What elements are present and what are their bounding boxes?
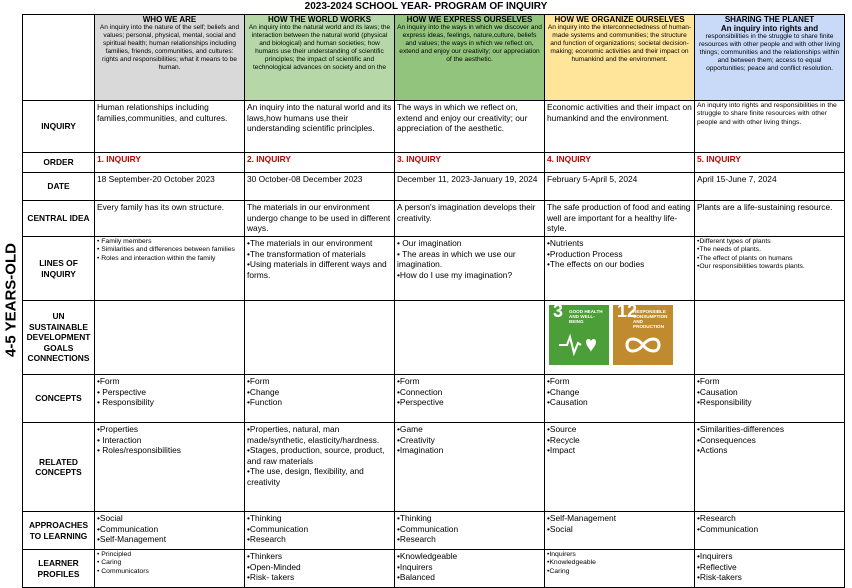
- concepts-cell: [95, 375, 245, 423]
- date-row: [23, 173, 845, 201]
- order-cell: 4. INQUIRY: [545, 153, 695, 173]
- list-item: •Knowledgeable: [547, 559, 596, 567]
- list-item: •Using materials in different ways and forms.: [247, 259, 387, 280]
- list-item: •Similarities-differences: [697, 424, 785, 434]
- list-item: •Properties: [97, 424, 139, 434]
- list-item: •Change: [547, 386, 580, 397]
- inquiry-cell: Human relationships including families,communities, and cultures.: [95, 101, 245, 153]
- theme-description: An inquiry into the nature of the self; beliefs and values; personal, physical, mental, social and spiritual health; human relationships including families, friends, communities, and cultures: rights and responsibilities; what it means to be human.: [99, 24, 240, 72]
- row-label: ORDER: [23, 153, 95, 173]
- profiles-cell: [545, 550, 695, 588]
- order-cell: 5. INQUIRY: [695, 153, 845, 173]
- list-item: •Thinkers: [247, 551, 283, 561]
- central-idea-row: [23, 201, 845, 237]
- row-label: LINES OF INQUIRY: [23, 237, 95, 301]
- order-cell: 2. INQUIRY: [245, 153, 395, 173]
- list-item: •Thinking: [397, 513, 432, 523]
- list-item: •Impact: [547, 445, 576, 455]
- list-item: •Form: [397, 376, 420, 386]
- list-item: •Inquirers: [547, 551, 576, 558]
- order-cell: 1. INQUIRY: [95, 153, 245, 173]
- profiles-cell: [395, 550, 545, 588]
- central-idea-cell: Plants are a life-sustaining resource.: [695, 201, 845, 237]
- list-item: • Caring: [97, 559, 122, 567]
- list-item: • Responsibility: [97, 397, 154, 407]
- list-item: •Actions: [697, 445, 728, 455]
- inquiry-cell: An inquiry into the natural world and its laws,how humans use their understanding scientific principles.: [245, 101, 395, 153]
- theme-header: SHARING THE PLANET An inquiry into rights and responsibilities in the struggle to share finite resources with other people and with other living things; communities and the relationships within and between them; access to equal opportunities; peace and conflict resolution.: [695, 15, 845, 101]
- list-item: •Social: [97, 513, 123, 523]
- row-label: CONCEPTS: [23, 375, 95, 423]
- list-item: •The effects on our bodies: [547, 259, 645, 269]
- atl-cell: [95, 512, 245, 550]
- list-item: •Risk-takers: [697, 572, 742, 582]
- concepts-cell: [695, 375, 845, 423]
- lines-cell: [545, 237, 695, 301]
- related-cell: [395, 423, 545, 512]
- list-item: •Function: [247, 397, 283, 407]
- corner-cell: [23, 15, 95, 101]
- row-label: INQUIRY: [23, 101, 95, 153]
- row-label: LEARNER PROFILES: [23, 550, 95, 588]
- list-item: •Responsibility: [697, 397, 752, 407]
- sdg-cell: [395, 301, 545, 375]
- list-item: •Production Process: [547, 248, 623, 259]
- order-cell: 3. INQUIRY: [395, 153, 545, 173]
- row-label: APPROACHES TO LEARNING: [23, 512, 95, 550]
- atl-cell: [545, 512, 695, 550]
- central-idea-cell: The safe production of food and eating well are important for a healthy life-style.: [545, 201, 695, 237]
- list-item: •Reflective: [697, 561, 737, 572]
- list-item: •Self-Management: [97, 534, 167, 544]
- theme-header: HOW WE ORGANIZE OURSELVES An inquiry into the interconnectedness of human-made systems and communities; the structure and function of organizations; societal decision-making; economic activities and their impact on humankind and the environment.: [545, 15, 695, 101]
- central-idea-cell: Every family has its own structure.: [95, 201, 245, 237]
- sdg-3-tile: 3 GOOD HEALTH AND WELL-BEING: [549, 305, 609, 365]
- related-cell: [245, 423, 395, 512]
- sdg-cell: [245, 301, 395, 375]
- list-item: • Our imagination: [397, 238, 462, 248]
- lines-cell: [95, 237, 245, 301]
- central-idea-cell: The materials in our environment undergo change to be used in different ways.: [245, 201, 395, 237]
- inquiry-cell: Economic activities and their impact on humankind and the environment.: [545, 101, 695, 153]
- list-item: •Balanced: [397, 572, 435, 582]
- list-item: •Form: [697, 376, 720, 386]
- concepts-cell: [245, 375, 395, 423]
- related-cell: [695, 423, 845, 512]
- list-item: •Recycle: [547, 434, 580, 445]
- list-item: •Imagination: [397, 445, 444, 455]
- theme-description: An inquiry into the interconnectedness of human-made systems and communities; the structure and function of organizations; societal decision-making; economic activities and their impact on humankind and the environment.: [547, 24, 692, 64]
- list-item: •Knowledgeable: [397, 551, 458, 561]
- lines-cell: [245, 237, 395, 301]
- approaches-row: [23, 512, 845, 550]
- list-item: • Roles and interaction within the family: [97, 254, 216, 262]
- sdg-cell: [545, 301, 695, 375]
- list-item: •Communication: [97, 523, 159, 534]
- list-item: •Consequences: [697, 434, 756, 445]
- related-cell: [545, 423, 695, 512]
- infinity-loop-icon: [623, 333, 663, 357]
- list-item: •Thinking: [247, 513, 282, 523]
- list-item: •Connection: [397, 386, 443, 397]
- list-item: •Source: [547, 424, 577, 434]
- list-item: •The use, design, flexibility, and creativity: [247, 466, 364, 487]
- list-item: • Perspective: [97, 386, 147, 397]
- list-item: • The areas in which we use our imagination.: [397, 248, 516, 269]
- list-item: •Creativity: [397, 434, 435, 445]
- list-item: •Communication: [397, 523, 459, 534]
- theme-header: HOW THE WORLD WORKS An inquiry into the natural world and its laws; the interaction between the natural world (physical and biological) and human societies; how humans use their understanding of scientific principles; the impact of scientific and technological advances on society and on the: [245, 15, 395, 101]
- list-item: •Form: [97, 376, 120, 386]
- list-item: •Research: [247, 534, 286, 544]
- heartbeat-icon: [559, 333, 599, 357]
- list-item: •Different types of plants: [697, 238, 771, 245]
- inquiry-row: [23, 101, 845, 153]
- list-item: •Communication: [247, 523, 309, 534]
- sdg-cell: [95, 301, 245, 375]
- central-idea-cell: A person's imagination develops their creativity.: [395, 201, 545, 237]
- list-item: •Causation: [547, 397, 588, 407]
- list-item: •Change: [247, 386, 280, 397]
- sdg-cell: [695, 301, 845, 375]
- list-item: • Interaction: [97, 434, 142, 445]
- atl-cell: [695, 512, 845, 550]
- inquiry-cell: The ways in which we reflect on, extend and enjoy our creativity; our appreciation of the aesthetic.: [395, 101, 545, 153]
- list-item: • Principled: [97, 551, 132, 558]
- list-item: •Social: [547, 523, 573, 534]
- list-item: •Game: [397, 424, 423, 434]
- lines-cell: [395, 237, 545, 301]
- date-cell: December 11, 2023-January 19, 2024: [395, 173, 545, 201]
- list-item: •Caring: [547, 567, 570, 575]
- list-item: •Open-Minded: [247, 561, 301, 572]
- learner-profiles-row: [23, 550, 845, 588]
- related-concepts-row: [23, 423, 845, 512]
- inquiry-cell: An inquiry into rights and responsibilities in the struggle to share finite resources with other people and with other living things.: [695, 101, 845, 153]
- list-item: •The transformation of materials: [247, 248, 366, 259]
- theme-header-row: [23, 15, 845, 101]
- list-item: •Inquirers: [697, 551, 733, 561]
- profiles-cell: [245, 550, 395, 588]
- list-item: •Nutrients: [547, 238, 584, 248]
- list-item: •The materials in our environment: [247, 238, 373, 248]
- list-item: •How do I use my imagination?: [397, 269, 513, 280]
- list-item: • Communicators: [97, 567, 149, 575]
- list-item: •Inquirers: [397, 561, 433, 572]
- list-item: •Communication: [697, 523, 759, 534]
- list-item: •Our responsibilities towards plants.: [697, 262, 805, 270]
- theme-description: An inquiry into the ways in which we discover and express ideas, feelings, nature,culture, beliefs and values; the ways in which we reflect on, extend and enjoy our creativity; our appreciation of the aesthetic.: [397, 24, 542, 64]
- age-group-label: 4-5 YEARS-OLD: [2, 243, 20, 357]
- row-label: CENTRAL IDEA: [23, 201, 95, 237]
- list-item: • Roles/responsibilities: [97, 445, 181, 455]
- date-cell: April 15-June 7, 2024: [695, 173, 845, 201]
- lines-of-inquiry-row: [23, 237, 845, 301]
- order-row: [23, 153, 845, 173]
- sdg-12-tile: 12 RESPONSIBLE CONSUMPTION AND PRODUCTION: [613, 305, 673, 365]
- list-item: •Self-Management: [547, 513, 617, 523]
- theme-header: WHO WE ARE An inquiry into the nature of the self; beliefs and values; personal, physical, mental, social and spiritual health; human relationships including families, friends, communities, and cultures: rights and responsibilities; what it means to be human.: [95, 15, 245, 101]
- lines-cell: [695, 237, 845, 301]
- row-label: UN SUSTAINABLE DEVELOPMENT GOALS CONNECTIONS: [23, 301, 95, 375]
- list-item: • Similarities and differences between families: [97, 246, 235, 254]
- list-item: •Form: [247, 376, 270, 386]
- list-item: • Family members: [97, 238, 152, 245]
- list-item: •The needs of plants.: [697, 246, 761, 254]
- list-item: •Stages, production, source, product, and raw materials: [247, 445, 385, 466]
- atl-cell: [245, 512, 395, 550]
- list-item: •Research: [697, 513, 736, 523]
- sdg-row: [23, 301, 845, 375]
- list-item: •Causation: [697, 386, 738, 397]
- atl-cell: [395, 512, 545, 550]
- date-cell: 18 September-20 October 2023: [95, 173, 245, 201]
- theme-description: responsibilities in the struggle to share finite resources with other people and with other living things; communities and the relationships within and between them; access to equal opportunities; peace and conflict resolution.: [698, 33, 841, 73]
- program-of-inquiry-table: [22, 14, 845, 588]
- concepts-cell: [545, 375, 695, 423]
- profiles-cell: [95, 550, 245, 588]
- related-cell: [95, 423, 245, 512]
- concepts-row: [23, 375, 845, 423]
- list-item: •Properties, natural, man made/synthetic, elasticity/hardness.: [247, 424, 380, 445]
- theme-description: An inquiry into the natural world and its laws; the interaction between the natural world (physical and biological) and human societies; how humans use their understanding of scientific principles; the impact of scientific and technological advances on society and on the: [248, 24, 391, 72]
- list-item: •Research: [397, 534, 436, 544]
- profiles-cell: [695, 550, 845, 588]
- row-label: RELATED CONCEPTS: [23, 423, 95, 512]
- list-item: •Risk- takers: [247, 572, 295, 582]
- row-label: DATE: [23, 173, 95, 201]
- concepts-cell: [395, 375, 545, 423]
- date-cell: February 5-April 5, 2024: [545, 173, 695, 201]
- list-item: •The effect of plants on humans: [697, 254, 793, 262]
- date-cell: 30 October-08 December 2023: [245, 173, 395, 201]
- theme-header: HOW WE EXPRESS OURSELVES An inquiry into the ways in which we discover and express ideas, feelings, nature,culture, beliefs and values; the ways in which we reflect on, extend and enjoy our creativity; our appreciation of the aesthetic.: [395, 15, 545, 101]
- list-item: •Perspective: [397, 397, 444, 407]
- list-item: •Form: [547, 376, 570, 386]
- page-title: 2023-2024 SCHOOL YEAR- PROGRAM OF INQUIRY: [304, 1, 548, 12]
